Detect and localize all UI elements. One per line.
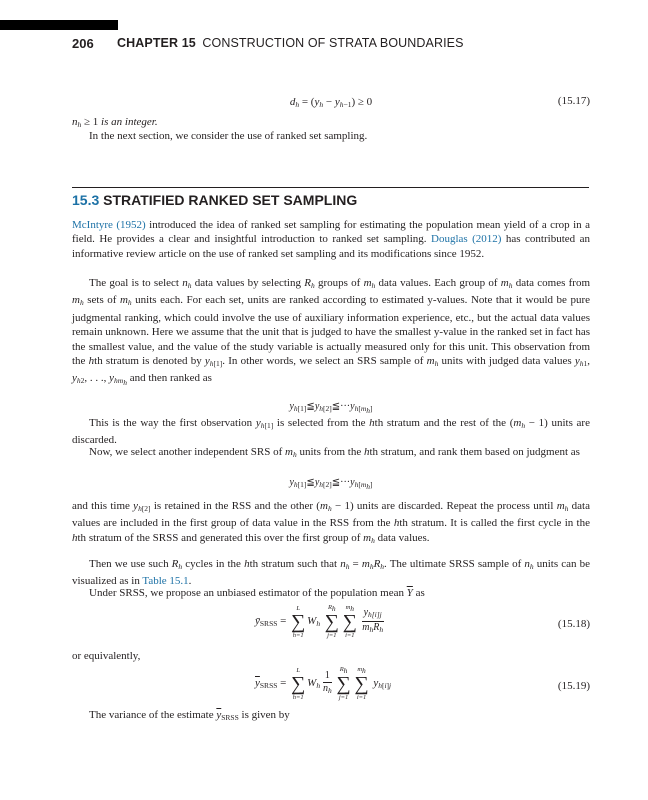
- equation-15-18: $ȳ_{SRSS}$ = L ∑ h=1 $W_h$ $R_h$ ∑ j=1 $m_h$ ∑ i=1 $\frac{y_{h[i]j}}{m_hR_h}$: [255, 604, 384, 639]
- ranking-equation-1: $y_{h[1]}≦y_{h[2]}≦\cdot\cdot\cdot y_{h[m_h]}$: [289, 401, 373, 415]
- fraction: $\frac{y_{h[i]j}}{m_hR_h}$: [362, 607, 384, 634]
- variance-line-text-a: The variance of the estimate: [89, 709, 214, 721]
- paragraph-another-srs: Now, we select another independent SRS of $m_h$ units from the hth stratum, and rank them based on judgment as: [89, 446, 580, 459]
- integer-line: $n_h \ge 1$ is an integer.: [72, 116, 158, 129]
- sum-symbol: $R_h$ ∑ j=1: [336, 666, 351, 701]
- fraction: $\frac{1}{n_h}$: [322, 670, 332, 695]
- paragraph-goal: The goal is to select $n_h$ data values by selecting $R_h$ groups of $m_h$ data values. Each group of $m_h$ data comes from $m_h$ sets of $m_h$ units each. For each set, units are ranked according to estimated y-values. Note that it would be pure judgmental ranking, which could involve the use of auxiliary information experience, etc., but the actual data values remain unknown. Here we assume that the unit that is judged to have the smallest y-value in the ranked set in fact has the smallest value, and the value of the study variable is actually measured only for this unit. This observation from the hth stratum is denoted by $y_{h[1]}$. In other words, we select an SRS sample of $m_h$ units with judged data values $y_{h1}$, $y_{h2}$, . . ., $y_{hm_h}$ and then ranked as: [72, 277, 591, 388]
- variance-line-text-b: is given by: [241, 709, 290, 721]
- sum-symbol: L ∑ h=1: [291, 604, 306, 639]
- section-rule: [72, 187, 589, 188]
- sum-symbol: $m_h$ ∑ i=1: [354, 666, 369, 701]
- chapter-title: [117, 36, 464, 50]
- citation-mcintyre[interactable]: McIntyre (1952): [72, 219, 146, 231]
- paragraph-intro: [72, 218, 590, 261]
- ranking-equation-2: $y_{h[1]}≦y_{h[2]}≦\cdot\cdot\cdot y_{h[m_h]}$: [289, 477, 373, 491]
- paragraph-goal-text: information experience, etc., but the actual data values remain unknown. Here we assume that the unit that is judged to have the smallest y-value in the ranked set in fact has the smallest value, and the value of the study variable is actually measured only for this unit. This observation from the: [72, 311, 590, 368]
- page-number: 206: [72, 36, 94, 51]
- paragraph-intro-text-1: introduced the idea of ranked set sampling for estimating the population mean yield of a crop in a field. He provides a clear and insightful introduction to ranked set sampling.: [72, 219, 590, 246]
- paragraph-another-srs-tail: on judgment as: [512, 446, 580, 458]
- table-reference[interactable]: Table 15.1: [142, 575, 189, 588]
- paragraph-second-cycle-mid: tum. It is called the first cycle in the: [427, 517, 590, 530]
- section-number: 15.3: [72, 192, 100, 208]
- equation-15-17: $d_h = (y_h - y_{h-1}) \ge 0$: [289, 96, 373, 109]
- running-header: [0, 29, 648, 55]
- equation-15-19: $\overline{y}_{SRSS}$ = L ∑ h=1 $W_h$ $\frac{1}{n_h}$ $R_h$ ∑ j=1 $m_h$ ∑ i=1 $y_{h[i]j}$: [255, 666, 392, 701]
- sum-symbol: $R_h$ ∑ j=1: [324, 604, 339, 639]
- equation-number-15-17: (15.17): [557, 95, 590, 107]
- section-title: STRATIFIED RANKED SET SAMPLING: [103, 192, 358, 208]
- chapter-title-text: CONSTRUCTION OF STRATA BOUNDARIES: [202, 36, 464, 50]
- paragraph-first-observation-tail: units are discarded.: [72, 417, 590, 447]
- citation-douglas[interactable]: Douglas (2012): [431, 233, 502, 246]
- equation-number-15-19: (15.19): [557, 680, 590, 692]
- paragraph-intro-text-2: has contributed an informative review article on the use of ranked set sampling and its modifications since 1952.: [72, 233, 590, 260]
- paragraph-estimator: Under SRSS, we propose an unbiased estimator of the population mean $\overline{Y}$ as: [89, 587, 425, 599]
- paragraph-cycles: Then we use such $R_h$ cycles in the hth stratum such that $n_h = m_hR_h$. The ultimate SRSS sample of $n_h$ units can be visualized as in Table 15.1.: [72, 558, 590, 588]
- integer-text: is an integer.: [101, 116, 158, 128]
- paragraph-second-cycle-tail: stratum of the SRSS and generated this over the first: [88, 531, 321, 544]
- equation-number-15-18: (15.18): [557, 618, 590, 630]
- next-section-line: In the next section, we consider the use of ranked set sampling.: [89, 130, 368, 142]
- paragraph-first-observation: This is the way the first observation $y_{h[1]}$ is selected from the hth stratum and the rest of the $(m_h - 1)$ units are discarded.: [72, 417, 590, 447]
- chapter-label: CHAPTER 15: [117, 36, 196, 50]
- sum-symbol: L ∑ h=1: [291, 666, 306, 701]
- variance-line: The variance of the estimate $\overline{y}_{SRSS}$ is given by: [89, 709, 290, 722]
- paragraph-second-cycle: and this time $y_{h[2]}$ is retained in the RSS and the other $(m_h - 1)$ units are discarded. Repeat the process until $m_h$ data values are included in the first group of data value in the RSS from the hth stratum. It is called the first cycle in the hth stratum of the SRSS and generated this over the first group of $m_h$ data values.: [72, 500, 590, 545]
- or-equivalently: or equivalently,: [72, 650, 141, 662]
- sum-symbol: $m_h$ ∑ i=1: [342, 604, 357, 639]
- section-heading: [72, 192, 357, 208]
